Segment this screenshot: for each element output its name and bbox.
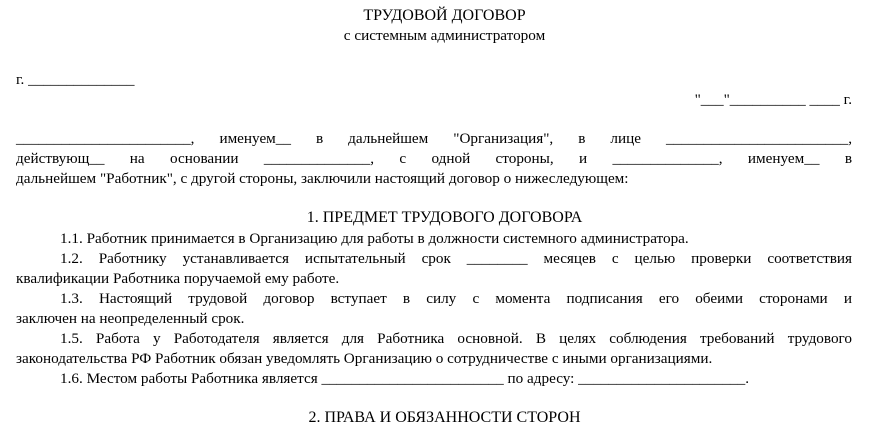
date-line: "___"__________ ____ г. bbox=[694, 91, 852, 108]
clause-1-1: 1.1. Работник принимается в Организацию для работы в должности системного администратора. bbox=[60, 230, 689, 247]
preamble-line-2: действующ__ на основании ______________, с одной стороны, и ______________, именуем__ в bbox=[16, 150, 852, 167]
clause-1-2: 1.2. Работнику устанавливается испытательный срок ________ месяцев с целью проверки соответствия bbox=[60, 250, 852, 267]
clause-1-3: 1.3. Настоящий трудовой договор вступает в силу с момента подписания его обеими сторонами и bbox=[60, 290, 852, 307]
section-2-title: 2. ПРАВА И ОБЯЗАННОСТИ СТОРОН bbox=[308, 409, 581, 426]
clause-1-5: 1.5. Работа у Работодателя является для Работника основной. В целях соблюдения требований трудового bbox=[60, 330, 852, 347]
clause-1-3-cont: заключен на неопределенный срок. bbox=[16, 310, 245, 327]
clause-1-2-cont: квалификации Работника поручаемой ему работе. bbox=[16, 270, 340, 287]
preamble-line-1: _______________________, именуем__ в дальнейшем "Организация", в лице ________________________, bbox=[16, 130, 852, 147]
clause-1-6: 1.6. Местом работы Работника является ________________________ по адресу: ______________________. bbox=[60, 370, 750, 387]
document-subtitle: с системным администратором bbox=[343, 27, 546, 44]
clause-1-5-cont: законодательства РФ Работник обязан уведомлять Организацию о сотрудничестве с иными организациями. bbox=[16, 350, 713, 367]
place-line: г. ______________ bbox=[16, 71, 135, 88]
section-1-title: 1. ПРЕДМЕТ ТРУДОВОГО ДОГОВОРА bbox=[306, 209, 583, 226]
document-title: ТРУДОВОЙ ДОГОВОР bbox=[363, 7, 526, 24]
preamble-line-3: дальнейшем "Работник", с другой стороны, заключили настоящий договор о нижеследующем: bbox=[16, 170, 629, 187]
